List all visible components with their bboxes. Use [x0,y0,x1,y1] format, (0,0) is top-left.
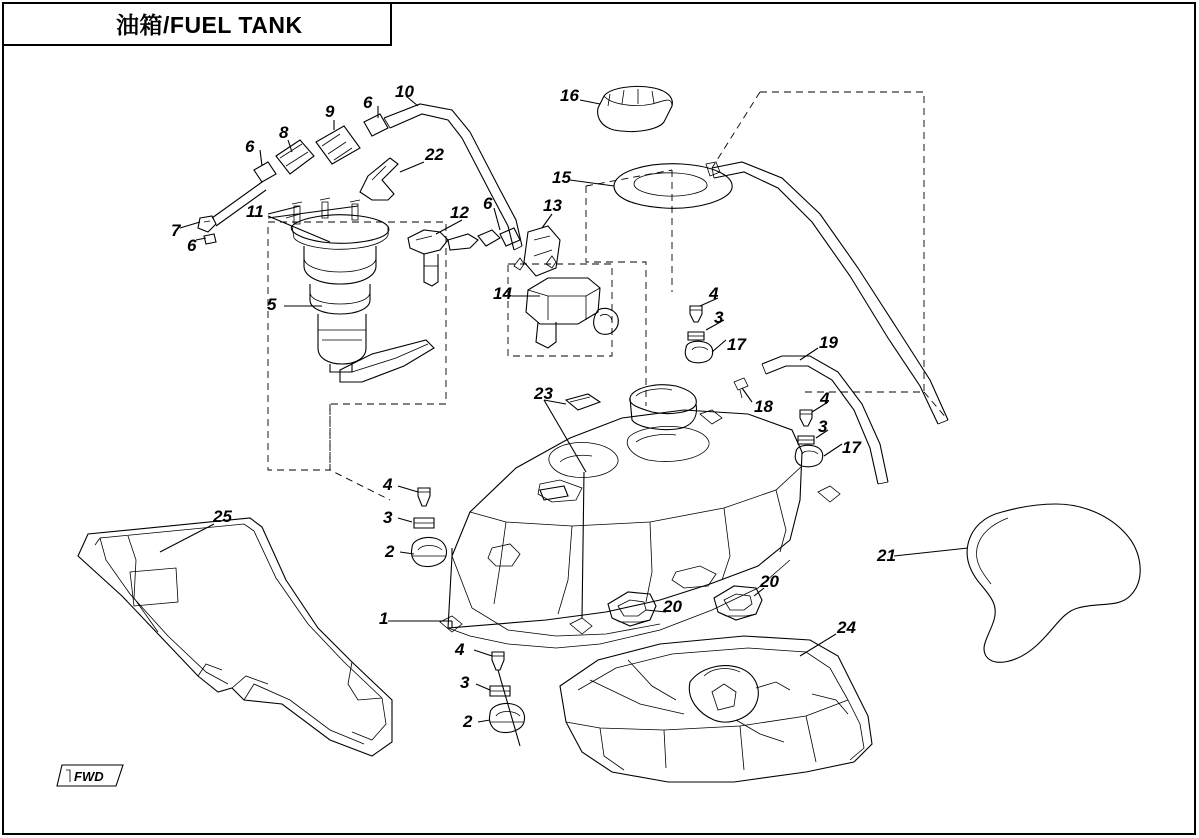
svg-text:FWD: FWD [74,769,104,784]
callout-13: 13 [543,196,562,215]
page-title: 油箱/FUEL TANK [116,11,303,38]
callout-8: 8 [279,123,289,142]
part-22-pump-bracket-arm [360,158,398,200]
callout-23: 23 [534,384,553,403]
callout-21: 21 [877,546,896,565]
callout-3: 3 [383,508,393,527]
callout-25: 25 [213,507,232,526]
part-23-tank-bracket-strip [540,394,600,500]
callout-7: 7 [171,221,181,240]
callout-4: 4 [383,475,393,494]
callout-9: 9 [325,102,335,121]
part-25-side-guard-panel [78,518,395,756]
fuel-line-assembly [198,104,522,250]
part-19-vent-hose [706,162,948,484]
callout-20: 20 [663,597,682,616]
callout-6: 6 [245,137,255,156]
callout-6d: 6 [483,194,493,213]
callout-1: 1 [379,609,389,628]
part-16-fuel-tank-cap [598,86,673,131]
callout-15: 15 [552,168,571,187]
callout-18: 18 [754,397,773,416]
callout-16: 16 [560,86,579,105]
callout-24: 24 [837,618,856,637]
callout-2b: 2 [463,712,473,731]
callout-6c: 6 [187,236,197,255]
mount-right-upper [685,306,712,363]
callout-6b: 6 [363,93,373,112]
callout-14: 14 [493,284,512,303]
part-21-tank-pad [967,504,1140,662]
fwd-marker-icon [57,765,123,786]
mount-left-upper [411,488,446,567]
callout-17b: 17 [842,438,861,457]
callout-2: 2 [385,542,395,561]
callout-3c: 3 [714,308,724,327]
callout-17: 17 [727,335,746,354]
part-14-fuel-pump-bracket [508,264,618,356]
callout-3d: 3 [818,417,828,436]
part-24-tank-under-tray [560,636,872,782]
part-15-tank-seal-ring [614,164,732,209]
mount-left-lower [489,652,524,733]
callout-10: 10 [395,82,414,101]
callout-19: 19 [819,333,838,352]
part-13-bracket-plate [514,226,560,276]
callout-20b: 20 [760,572,779,591]
part-18-vent-hose-fitting [734,378,748,398]
callout-11: 11 [246,202,264,221]
callout-4d: 4 [820,389,830,408]
callout-22: 22 [425,145,444,164]
callout-5: 5 [267,295,277,314]
part-12-fuel-connector-valve [408,228,520,286]
callout-4c: 4 [709,284,719,303]
callout-12: 12 [450,203,469,222]
part-1-fuel-tank [440,385,840,648]
callout-3b: 3 [460,673,470,692]
callout-4b: 4 [455,640,465,659]
part-20-hose-clip-left [608,592,656,626]
part-20-hose-clip-right [714,586,762,620]
